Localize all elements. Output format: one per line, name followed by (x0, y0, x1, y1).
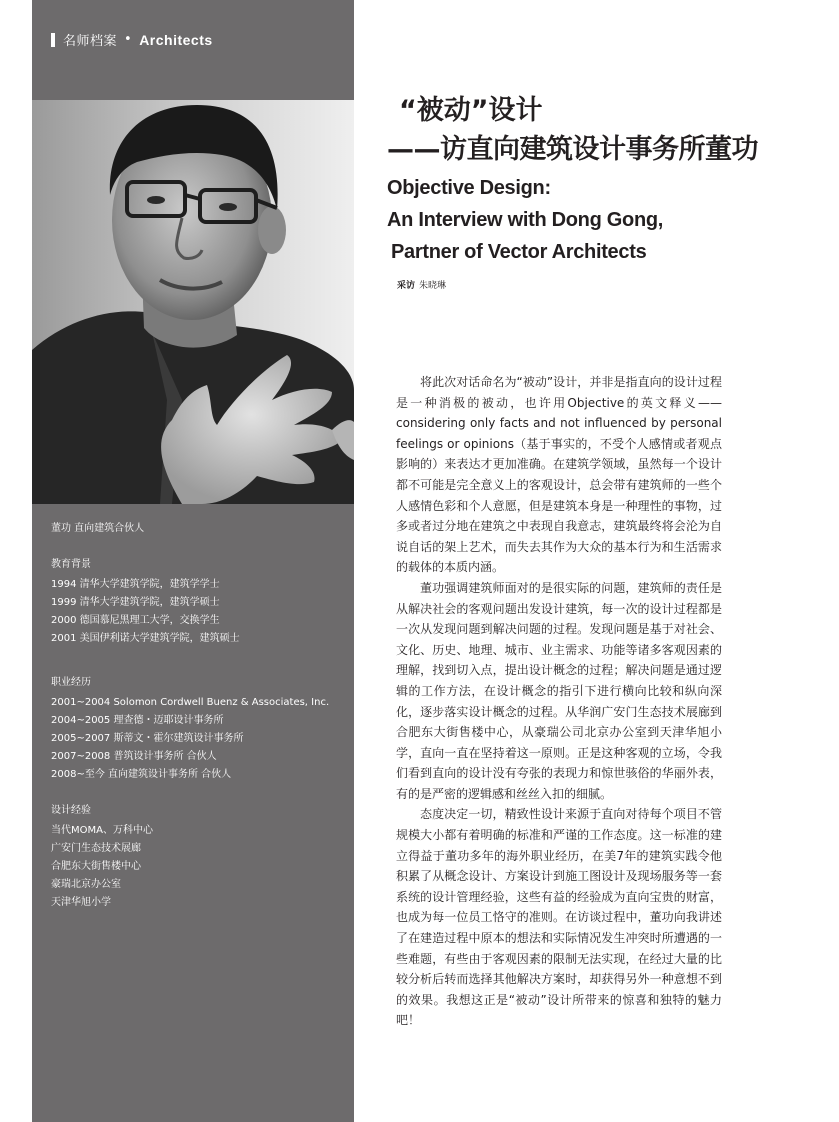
profile-name-role-group (51, 520, 346, 538)
byline-label: 采访 (397, 281, 416, 291)
education-item: 1994 清华大学建筑学院，建筑学学士 (51, 579, 220, 590)
projects-title: 设计经验 (51, 805, 91, 816)
section-marker-bar (51, 33, 55, 47)
section-label-cn: 名师档案 (63, 34, 118, 49)
article-paragraph: 将此次对话命名为“被动”设计，并非是指直向的设计过程是一种消极的被动，也许用Objective的英文释义——considering only facts and not influenced by personal feelings or opinions（基于事实的，不受个人感情或者观点影响的）来表达才更加准确。在建筑学领域，虽然每一个设计都不可能是完全意义上的客观设计，总会带有建筑师的一些个人感情色彩和个人意愿，但是建筑本身是一种理性的事物，过多或者过分地在建筑之中表现自我意志，建筑最终将会沦为自说自话的架上艺术，而失去其作为大众的基本行为和生活需求的载体的本质内涵。 (396, 375, 722, 575)
education-section (51, 556, 346, 648)
career-title: 职业经历 (51, 677, 91, 688)
career-item: 2004~2005 理查德・迈耶设计事务所 (51, 715, 224, 726)
byline-name: 朱晓琳 (419, 281, 447, 291)
article-body (396, 372, 722, 1031)
article-title-block (387, 92, 827, 291)
career-item: 2001~2004 Solomon Cordwell Buenz & Associates, Inc. (51, 697, 330, 708)
byline (387, 278, 827, 291)
project-item: 当代MOMA、万科中心 (51, 825, 153, 836)
title-en (387, 172, 827, 268)
project-item: 合肥东大街售楼中心 (51, 861, 141, 872)
project-item: 广安门生态技术展廊 (51, 843, 141, 854)
article-paragraph: 董功强调建筑师面对的是很实际的问题，建筑师的责任是从解决社会的客观问题出发设计建筑，每一次的设计过程都是一次从发现问题到解决问题的过程。发现问题是基于对社会、文化、历史、地理、城市、业主需求、功能等诸多客观因素的理解，找到切入点，提出设计概念的过程；解决问题是通过逻辑的工作方法，在设计概念的指引下进行横向比较和纵向深化，逐步落实设计概念的过程。从华润广安门生态技术展廊到合肥东大街售楼中心，从豪瑞公司北京办公室到天津华旭小学，直向一直在坚持着这一原则。正是这种客观的立场，令我们看到直向的设计没有夸张的表现力和惊世骇俗的华丽外表，有的是严密的逻辑感和丝丝入扣的细腻。 (396, 580, 722, 801)
career-item: 2007~2008 普筑设计事务所 合伙人 (51, 751, 217, 762)
project-item: 天津华旭小学 (51, 897, 111, 908)
career-item: 2005~2007 斯蒂文・霍尔建筑设计事务所 (51, 733, 244, 744)
section-separator: • (124, 32, 133, 47)
section-label-en: Architects (139, 31, 213, 48)
title-en-line-1: Objective Design: (387, 177, 551, 199)
project-item: 豪瑞北京办公室 (51, 879, 121, 890)
education-title: 教育背景 (51, 559, 91, 570)
title-en-line-3: Partner of Vector Architects (391, 241, 647, 263)
sidebar (32, 0, 354, 1122)
projects-section (51, 802, 346, 912)
education-item: 2000 德国慕尼黑理工大学，交换学生 (51, 615, 220, 626)
education-item: 1999 清华大学建筑学院，建筑学硕士 (51, 597, 220, 608)
section-label (51, 30, 213, 49)
profile-name-role: 董功 直向建筑合伙人 (51, 523, 145, 534)
career-section (51, 674, 346, 784)
title-cn-main: “被动”设计 (399, 95, 543, 126)
title-en-line-2: An Interview with Dong Gong, (387, 209, 664, 231)
career-item: 2008~至今 直向建筑设计事务所 合伙人 (51, 769, 232, 780)
education-item: 2001 美国伊利诺大学建筑学院，建筑硕士 (51, 633, 240, 644)
title-cn-subtitle: ——访直向建筑设计事务所董功 (387, 134, 758, 165)
portrait-photo (32, 100, 354, 504)
architect-profile (51, 520, 346, 930)
article-paragraph: 态度决定一切，精致性设计来源于直向对待每个项目不管规模大小都有着明确的标准和严谨的工作态度。这一标准的建立得益于董功多年的海外职业经历，在美7年的建筑实践令他积累了从概念设计、方案设计到施工图设计及现场服务等一套系统的设计管理经验，这些有益的经验成为直向宝贵的财富，也成为每一位员工恪守的准则。在访谈过程中，董功向我讲述了在建造过程中原本的想法和实际情况发生冲突时所遭遇的一些难题，有些由于客观因素的限制无法实现，在经过大量的比较分析后转而选择其他解决方案时，却获得另外一种意想不到的效果。我想这正是“被动”设计所带来的惊喜和独特的魅力吧！ (396, 807, 722, 1028)
